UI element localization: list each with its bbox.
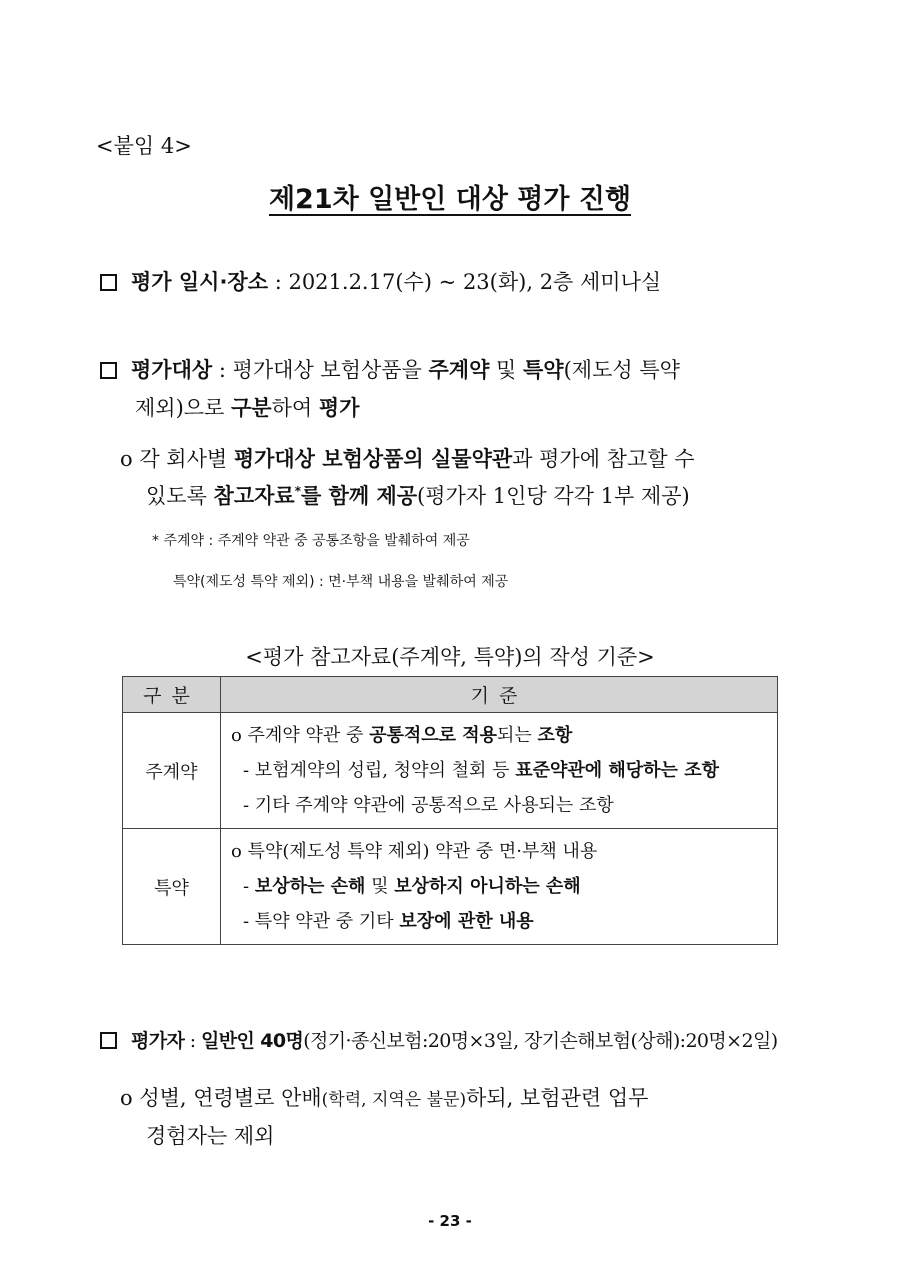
table-caption: <평가 참고자료(주계약, 특약)의 작성 기준>: [245, 645, 655, 669]
page-title: 제21차 일반인 대상 평가 진행: [268, 184, 632, 215]
bullet-reference-material: o 각 회사별 평가대상 보험상품의 실물약관과 평가에 참고할 수: [120, 447, 695, 471]
section-evaluators: 평가자 : 일반인 40명(정기·종신보험:20명×3일, 장기손해보험(상해):20명×2일): [100, 1026, 778, 1053]
header-criteria: 기준: [221, 677, 778, 713]
page-number: - 23 -: [428, 1212, 472, 1230]
section-schedule-label: 평가 일시·장소: [131, 270, 269, 294]
criteria-subitem: - 보상하는 손해 및 보상하지 아니하는 손해: [243, 876, 581, 897]
checkbox-square-icon: [100, 1032, 117, 1049]
bullet-reference-material-line2: 있도록 참고자료*를 함께 제공(평가자 1인당 각각 1부 제공): [146, 484, 690, 508]
footnote-main-contract: * 주계약 : 주계약 약관 중 공통조항을 발췌하여 제공: [152, 533, 470, 549]
bullet-evaluator-criteria: o 성별, 연령별로 안배(학력, 지역은 불문)하되, 보험관련 업무: [120, 1086, 649, 1110]
section-schedule-text: 2021.2.17(수) ~ 23(화), 2층 세미나실: [288, 270, 662, 294]
header-category: 구분: [123, 677, 221, 713]
criteria-item: o 주계약 약관 중 공통적으로 적용되는 조항: [231, 725, 573, 746]
criteria-item: o 특약(제도성 특약 제외) 약관 중 면·부책 내용: [231, 841, 598, 862]
table-row: [123, 829, 778, 945]
criteria-table: [122, 676, 778, 945]
criteria-subitem: - 보험계약의 성립, 청약의 철회 등 표준약관에 해당하는 조항: [243, 760, 719, 781]
section-target-line2: 제외)으로 구분하여 평가: [135, 396, 360, 420]
row-criteria-rider: [221, 829, 778, 945]
section-evaluators-label: 평가자: [131, 1030, 185, 1052]
section-schedule: 평가 일시·장소 : 2021.2.17(수) ~ 23(화), 2층 세미나실: [100, 266, 661, 296]
footnote-rider: 특약(제도성 특약 제외) : 면·부책 내용을 발췌하여 제공: [173, 574, 509, 590]
row-category-main: 주계약: [123, 713, 221, 829]
criteria-subitem: - 특약 약관 중 기타 보장에 관한 내용: [243, 911, 534, 932]
table-header-row: [123, 677, 778, 713]
table-row: [123, 713, 778, 829]
criteria-subitem: - 기타 주계약 약관에 공통적으로 사용되는 조항: [243, 795, 614, 816]
checkbox-square-icon: [100, 274, 117, 291]
row-criteria-main: [221, 713, 778, 829]
row-category-rider: 특약: [123, 829, 221, 945]
checkbox-square-icon: [100, 362, 117, 379]
section-target-label: 평가대상: [131, 358, 213, 382]
attachment-label: <붙임 4>: [96, 134, 192, 158]
section-target: 평가대상 : 평가대상 보험상품을 주계약 및 특약(제도성 특약: [100, 354, 680, 384]
section-evaluators-text: (정기·종신보험:20명×3일, 장기손해보험(상해):20명×2일): [303, 1030, 778, 1052]
bullet-evaluator-criteria-line2: 경험자는 제외: [146, 1124, 275, 1148]
